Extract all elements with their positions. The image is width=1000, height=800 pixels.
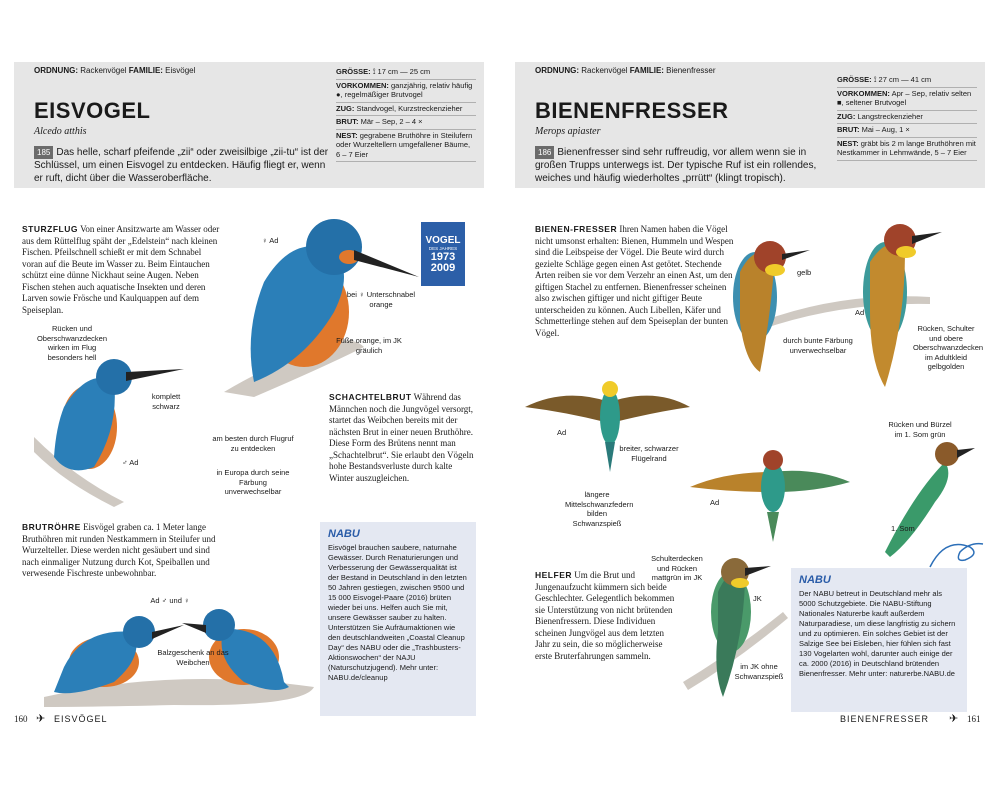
caption-yellow: gelb: [797, 268, 812, 277]
species-header-eisvogel: [14, 62, 484, 188]
caption-ad-male: ♂ Ad: [122, 458, 139, 467]
left-page: [14, 62, 484, 742]
footer-chapter-right: BIENENFRESSER: [840, 714, 930, 724]
facts-box: [837, 74, 977, 161]
caption-ad-second: Ad: [710, 498, 720, 507]
bird-silhouette-icon: ✈: [36, 713, 46, 725]
fact-breeding: BRUT: Mär – Sep, 2 – 4 ×: [336, 116, 476, 130]
intro-text: 186 Bienenfresser sind sehr ruffreudig, vor allem wenn sie in großen Trupps unterwegs ist. Der typische Ruf ist ein rollendes, weiches und häufig wiederholtes „prrütt“ (klingt tropisch).: [535, 147, 817, 184]
taxonomy-line: ORDNUNG: Rackenvögel FAMILIE: Eisvögel: [34, 66, 196, 75]
fact-occurrence: VORKOMMEN: Apr – Sep, relativ selten ■, seltener Brutvogel: [837, 88, 977, 111]
nabu-box-right: [791, 568, 967, 712]
latin-name: Merops apiaster: [535, 126, 601, 137]
fact-migration: ZUG: Standvogel, Kurzstreckenzieher: [336, 103, 476, 117]
caption-ad-female: ♀ Ad: [262, 236, 279, 245]
page-number-right: 161: [967, 714, 981, 724]
right-page: [515, 62, 985, 742]
nabu-title: NABU: [799, 574, 831, 586]
caption-flight: am besten durch Flugruf zu entdecken: [212, 434, 294, 453]
caption-ad-perched: Ad: [855, 308, 865, 317]
fact-breeding: BRUT: Mai – Aug, 1 ×: [837, 124, 977, 138]
kingfisher-illustration-small: [34, 357, 194, 507]
caption-rump-green: Rücken und Bürzel im 1. Som grün: [888, 420, 952, 439]
caption-back-golden: Rücken, Schulter und obere Oberschwanzdecken im Adultkleid gelbgolden: [913, 324, 984, 371]
footer-chapter-left: EISVÖGEL: [54, 714, 108, 724]
species-header-bienenfresser: [515, 62, 985, 188]
fact-size: GRÖSSE: ⟟ 17 cm — 25 cm: [336, 66, 476, 80]
page-number-left: 160: [14, 714, 28, 724]
caption-contrast: komplett schwarz: [151, 392, 181, 411]
caption-ad-flying: Ad: [557, 428, 567, 437]
species-number: 185: [34, 146, 53, 159]
caption-wing-edge: breiter, schwarzer Flügelrand: [619, 444, 679, 463]
fact-occurrence: VORKOMMEN: ganzjährig, relativ häufig ●, regelmäßiger Brutvogel: [336, 80, 476, 103]
species-number: 186: [535, 146, 554, 159]
caption-tail-spike: längere Mittelschwanzfedern bilden Schwanzspieß: [565, 490, 634, 528]
fact-nest: NEST: gegrabene Bruthöhre in Steilufern oder Wurzeltellern umgefallener Bäume, 6 – 7 Eier: [336, 130, 476, 163]
section-schachtelbrut: SCHACHTELBRUT Während das Männchen noch die Jungvögel versorgt, startet das Weibchen bereits mit der nächsten Brut in einer neuen Bruthöhre. Diese Form des Brütens nennt man „Schachtelbrut“. Sie erlaubt den Vögeln hohe Bestandsverluste durch kalte Winter auszugleichen.: [329, 392, 474, 483]
bird-silhouette-icon: ✈: [949, 713, 959, 725]
nabu-text: Der NABU betreut in Deutschland mehr als 5000 Schutzgebiete. Die NABU-Stiftung Nationales Naturerbe kauft außerdem Naturparadiese, um diese langfristig zu sichern und zu optimieren. Ein solches Gebiet ist der Salzige See bei Eisleben, hier fühlen sich fast 130 Vogelarten wohl, darunter auch einige der ca. 2000 (2016) in Deutschland brütenden Bienenfresser. Mehr unter: naturerbe.NABU.de: [799, 589, 956, 678]
section-brutroehre: BRUTRÖHRE Eisvögel graben ca. 1 Meter lange Bruthöhren mit runden Nestkammern in Steilufer und Wurzelteller. Diese werden nicht gesäubert und sind nach einmaliger Nutzung durch Kot, Speiballen und verwesende Fischreste unbewohnbar.: [22, 522, 216, 578]
species-title: EISVOGEL: [34, 98, 151, 123]
fact-migration: ZUG: Langstreckenzieher: [837, 111, 977, 125]
nabu-title: NABU: [328, 528, 360, 540]
bird-of-year-badge: VOGEL DES JAHRES 1973 2009: [421, 222, 465, 286]
caption-first-summer: 1. Som: [891, 524, 915, 533]
nabu-text: Eisvögel brauchen saubere, naturnahe Gewässer. Durch Renaturierungen und Verbesserung der Gewässerqualität ist der Bestand in Deutschland in den letzten 50 Jahren gestiegen, zwischen 9500 und 15 000 Eisvogel-Paare (2016) brüten wieder bei uns. Helfen auch Sie mit, unsere Gewässer sauber zu halten. Unterstützen Sie Aufräumaktionen wie den deutschlandweiten „Coastal Cleanup Day“ des NABU oder die „Trashbusters-Aktionswochen“ der NAJU (Naturschutzjugend). Mehr unter: NABU.de/cleanup: [328, 543, 467, 682]
caption-gift: Balzgeschenk an das Weibchen: [157, 648, 229, 667]
caption-pair: Ad ♂ und ♀: [150, 596, 190, 605]
fact-nest: NEST: gräbt bis 2 m lange Bruthöhren mit Nestkammer in Lehmwände, 5 – 7 Eier: [837, 138, 977, 161]
caption-shoulder: Schulterdecken und Rücken mattgrün im JK: [651, 554, 703, 582]
facts-box: [336, 66, 476, 162]
caption-juvenile-tail: im JK ohne Schwanzspieß: [734, 662, 784, 681]
caption-juvenile: JK: [753, 594, 762, 603]
section-bienen-fresser: BIENEN-FRESSER Ihren Namen haben die Vögel nicht umsonst erhalten: Bienen, Hummeln und Wespen sind die Leibspeise der Vögel. Die Beute wird durch gezielte Schläge gegen einen Ast getötet. Stechende Arten reiben sie vor dem Verzehr an einen Ast, um den giftigen Stachel zu entfernen. Bienenfresser scheinen also zwischen giftiger und nicht giftiger Beute unterscheiden zu können. Auch Libellen, Käfer und Schmetterlinge stehen auf dem Speiseplan der bunten Vögel.: [535, 224, 734, 338]
section-sturzflug: STURZFLUG Von einer Ansitzwarte am Wasser oder aus dem Rüttelflug späht der „Edelstein“ nach kleinen Fischen. Pfeilschnell schießt er mit dem Schnabel voran auf die Beute im Wasser zu. Beim Eintauchen schützt eine dünne Nickhaut seine Augen. Neben Fischen stehen auch aquatische Insekten und deren Larven sowie Frösche und Kaulquappen auf dem Speiseplan.: [22, 224, 220, 315]
caption-unique: in Europa durch seine Färbung unverwechselbar: [216, 468, 290, 496]
caption-beak: bei ♀ Unterschnabel orange: [346, 290, 416, 309]
taxonomy-line: ORDNUNG: Rackenvögel FAMILIE: Bienenfresser: [535, 66, 716, 75]
species-title: BIENENFRESSER: [535, 98, 729, 123]
caption-colorful: durch bunte Färbung unverwechselbar: [783, 336, 853, 355]
intro-text: 185 Das helle, scharf pfeifende „zii“ oder zweisilbige „zii-tu“ ist der Schlüssel, um einen Eisvogel zu entdecken. Häufig fliegt er, wenn er ruft, dicht über die Wasseroberfläche.: [34, 147, 329, 184]
section-helfer: HELFER Um die Brut und Jungenaufzucht kümmern sich beide Geschlechter. Gelegentlich bekommen sie Unterstützung von nicht brütenden Bienenfressern. Diese Individuen scheinen Jungvögel aus dem letzten Jahr zu sein, die so möglicherweise erste Bruterfahrungen sammeln.: [535, 570, 675, 661]
decorative-swirl-icon: [925, 532, 985, 572]
nabu-box-left: [320, 522, 476, 716]
caption-feet: Füße orange, im JK gräulich: [336, 336, 402, 355]
fact-size: GRÖSSE: ⟟ 27 cm — 41 cm: [837, 74, 977, 88]
caption-back-bright: Rücken und Oberschwanzdecken wirken im Flug besonders hell: [36, 324, 108, 362]
latin-name: Alcedo atthis: [34, 126, 87, 137]
